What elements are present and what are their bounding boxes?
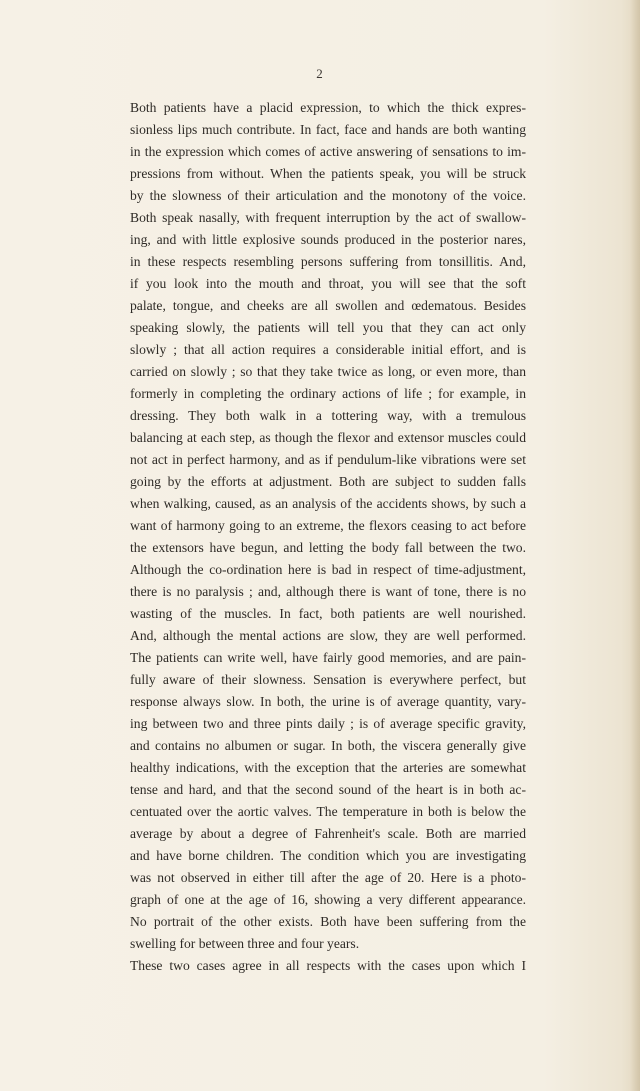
text-line: healthy indications, with the exception that the arteries are somewhat [130,760,526,775]
text-line: centuated over the aortic valves. The temperature in both is below the [130,804,526,819]
text-line: The patients can write well, have fairly good memories, and are pain- [130,650,526,665]
text-line: fully aware of their slowness. Sensation is everywhere perfect, but [130,672,526,687]
text-line: was not observed in either till after the age of 20. Here is a photo- [130,870,526,885]
text-line: there is no paralysis ; and, although there is want of tone, there is no [130,584,526,599]
text-line: pressions from without. When the patients speak, you will be struck [130,166,526,181]
text-line: in these respects resembling persons suffering from tonsillitis. And, [130,254,526,269]
text-line: want of harmony going to an extreme, the flexors ceasing to act before [130,518,526,533]
text-line: carried on slowly ; so that they take twice as long, or even more, than [130,364,526,379]
text-line: ing between two and three pints daily ; is of average specific gravity, [130,716,526,731]
body-text [130,97,526,977]
text-line: No portrait of the other exists. Both have been suffering from the [130,914,526,929]
text-line: Although the co-ordination here is bad in respect of time-adjustment, [130,562,526,577]
text-line: by the slowness of their articulation and the monotony of the voice. [130,188,526,203]
text-line: response always slow. In both, the urine is of average quantity, vary- [130,694,526,709]
text-line: not act in perfect harmony, and as if pendulum-like vibrations were set [130,452,526,467]
text-line: graph of one at the age of 16, showing a very different appearance. [130,892,526,907]
text-line: wasting of the muscles. In fact, both patients are well nourished. [130,606,526,621]
text-line: Both patients have a placid expression, to which the thick expres- [130,100,526,115]
text-line: balancing at each step, as though the flexor and extensor muscles could [130,430,526,445]
text-line: slowly ; that all action requires a considerable initial effort, and is [130,342,526,357]
text-line: tense and hard, and that the second sound of the heart is in both ac- [130,782,526,797]
text-line: and contains no albumen or sugar. In both, the viscera generally give [130,738,526,753]
text-line: the extensors have begun, and letting the body fall between the two. [130,540,526,555]
text-line: average by about a degree of Fahrenheit's scale. Both are married [130,826,526,841]
text-line: when walking, caused, as an analysis of the accidents shows, by such a [130,496,526,511]
text-line: ing, and with little explosive sounds produced in the posterior nares, [130,232,526,247]
text-line: speaking slowly, the patients will tell you that they can act only [130,320,526,335]
page-edge-shadow [630,0,640,1091]
text-line: These two cases agree in all respects with the cases upon which I [130,958,526,973]
text-line: formerly in completing the ordinary actions of life ; for example, in [130,386,526,401]
text-line: Both speak nasally, with frequent interruption by the act of swallow- [130,210,526,225]
text-line: in the expression which comes of active answering of sensations to im- [130,144,526,159]
text-line: if you look into the mouth and throat, you will see that the soft [130,276,526,291]
text-line: And, although the mental actions are slow, they are well performed. [130,628,526,643]
text-line: going by the efforts at adjustment. Both are subject to sudden falls [130,474,526,489]
page-number: 2 [316,66,324,81]
text-line: palate, tongue, and cheeks are all swollen and œdematous. Besides [130,298,526,313]
text-line: and have borne children. The condition which you are investigating [130,848,526,863]
text-line: dressing. They both walk in a tottering way, with a tremulous [130,408,526,423]
text-line: sionless lips much contribute. In fact, face and hands are both wanting [130,122,526,137]
text-line: swelling for between three and four years. [130,936,360,951]
